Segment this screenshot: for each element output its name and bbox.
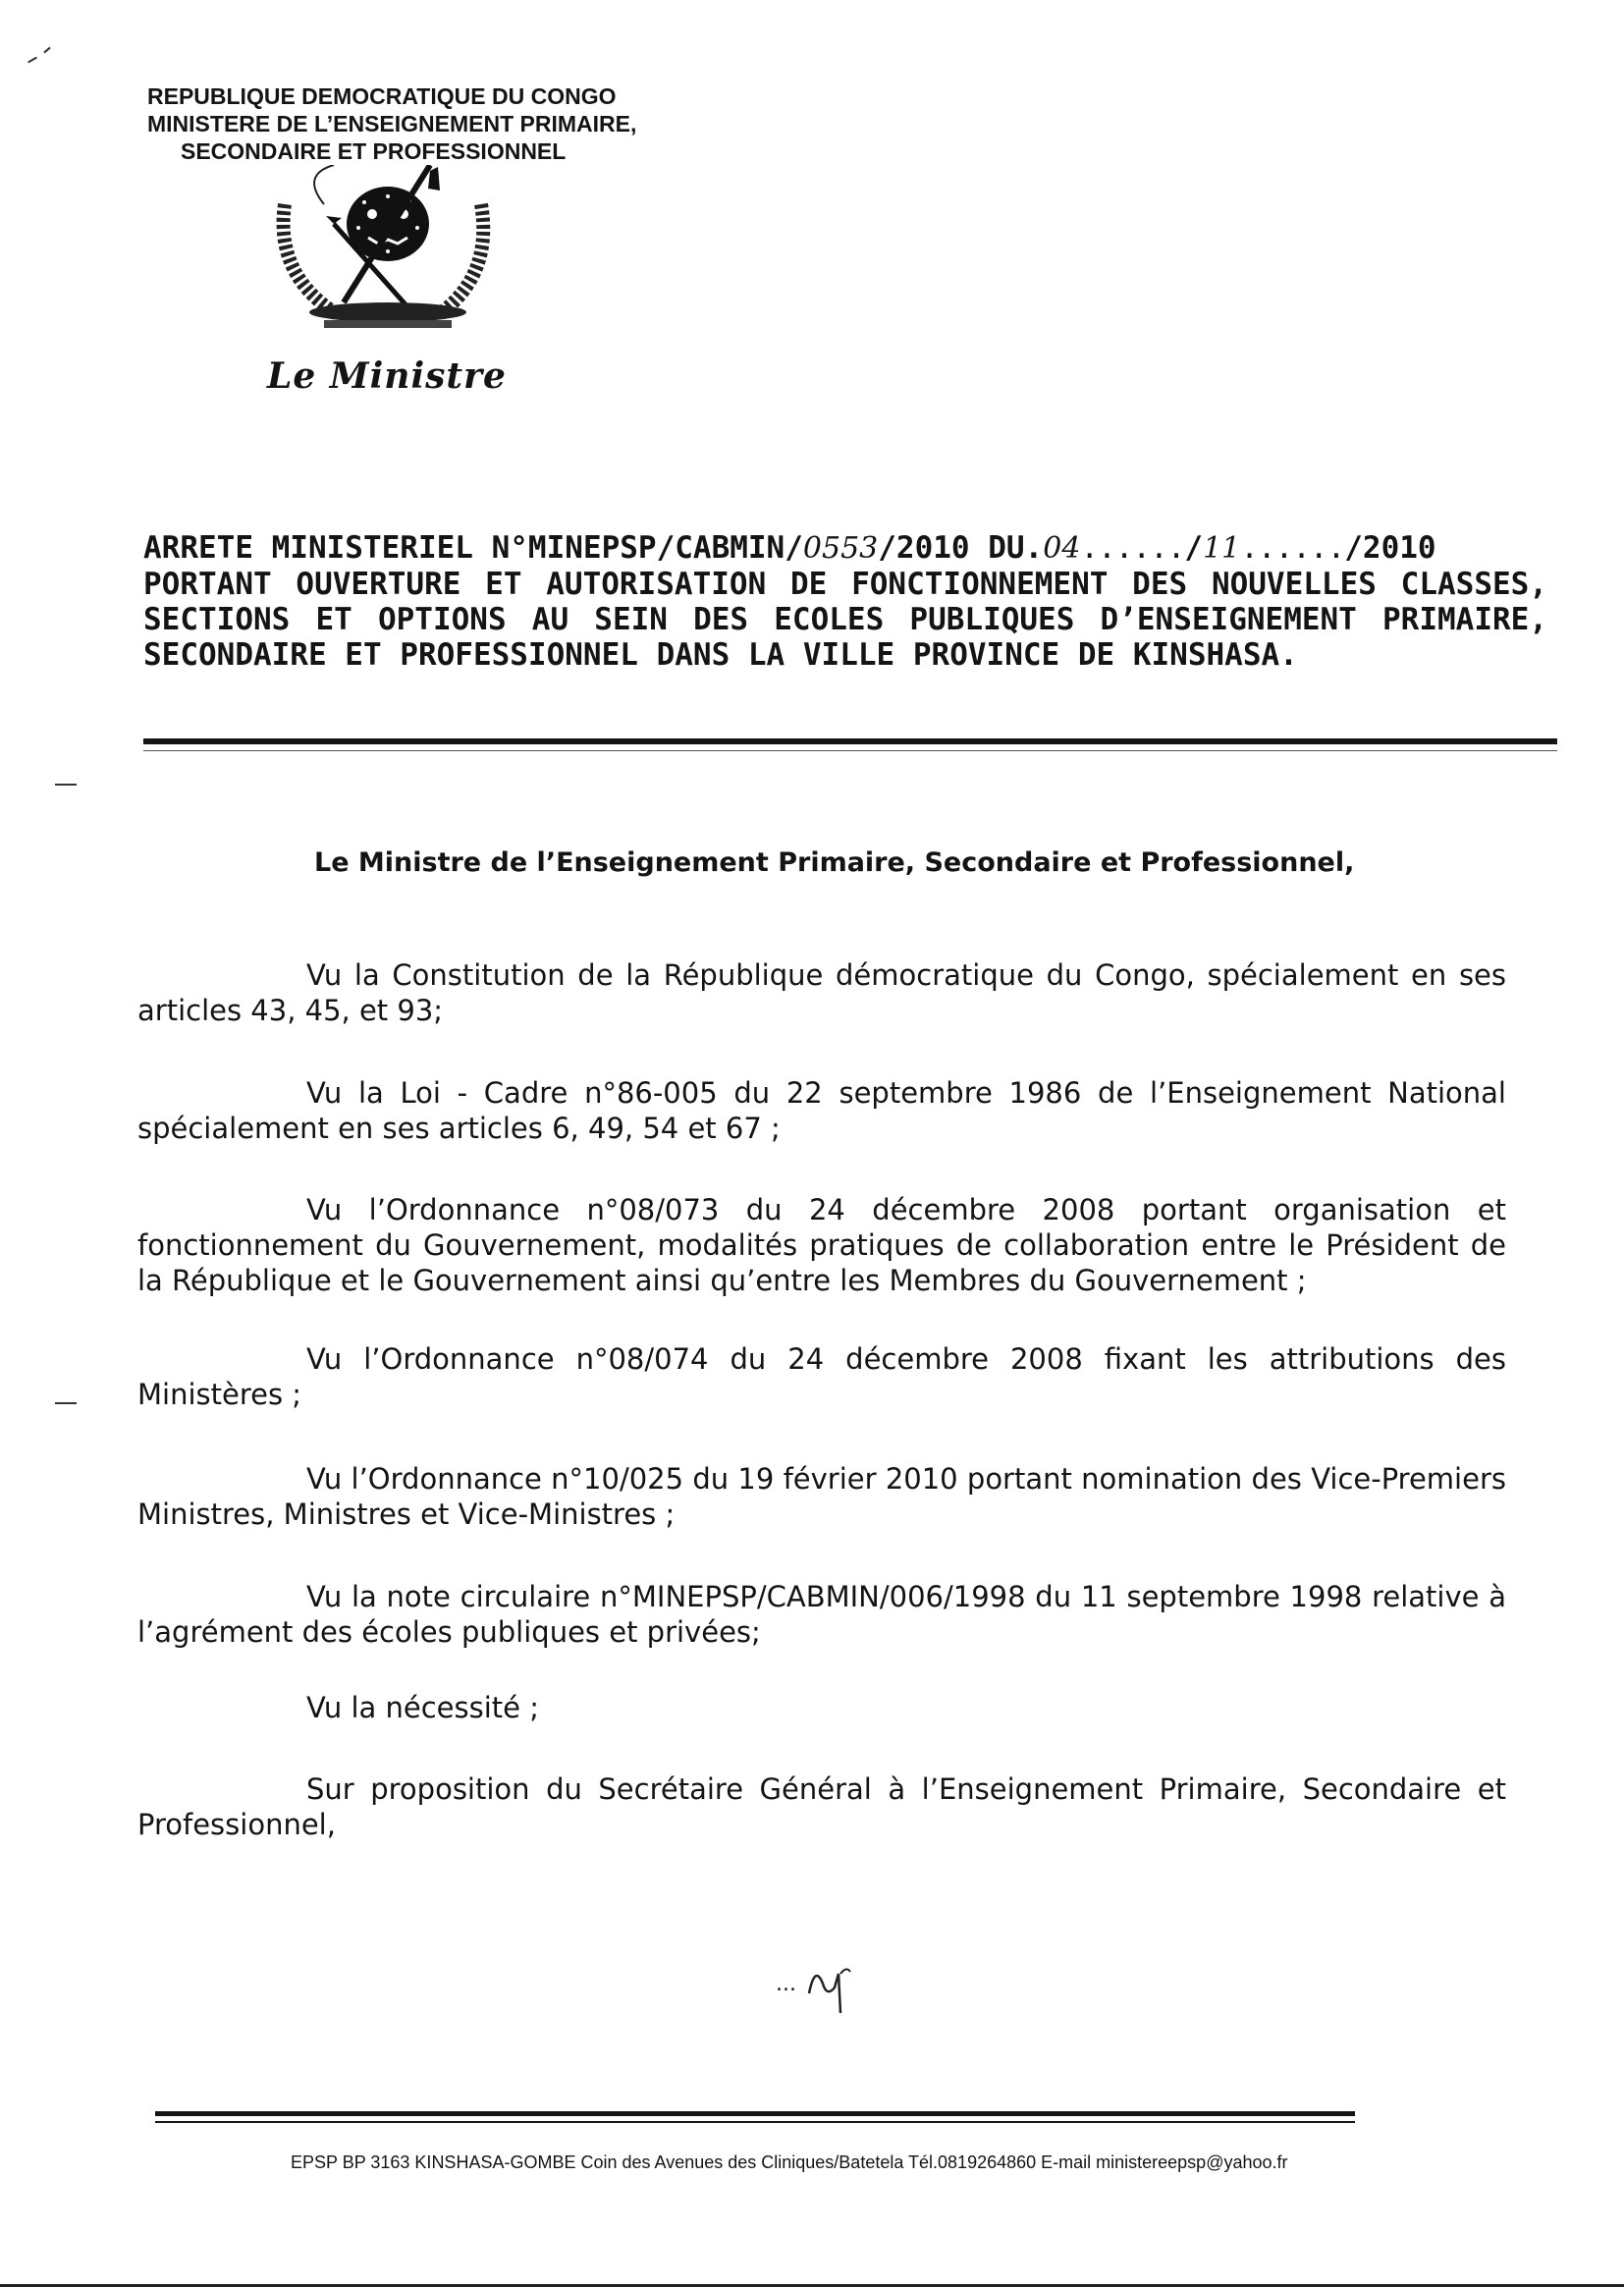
clause-ordonnance-10-025: Vu l’Ordonnance n°10/025 du 19 février 2010 portant nomination des Vice-Premiers Ministres, Ministres et Vice-Ministres ;	[137, 1462, 1506, 1531]
header-ministry-cont: SECONDAIRE ET PROFESSIONNEL	[181, 138, 567, 164]
header-ministry: MINISTERE DE L’ENSEIGNEMENT PRIMAIRE,	[147, 111, 637, 136]
title-divider	[143, 738, 1557, 744]
scan-speck	[43, 47, 50, 54]
scan-speck	[55, 784, 77, 786]
clause-loi-cadre: Vu la Loi - Cadre n°86-005 du 22 septembre 1986 de l’Enseignement National spécialement en ses articles 6, 49, 54 et 67 ;	[137, 1076, 1506, 1145]
decree-title	[143, 530, 1547, 673]
continuation-mark: ...	[776, 1954, 874, 2023]
clause-ordonnance-08-074: Vu l’Ordonnance n°08/074 du 24 décembre 2008 fixant les attributions des Ministères ;	[137, 1342, 1506, 1411]
clause-proposition: Sur proposition du Secrétaire Général à l’Enseignement Primaire, Secondaire et Professionnel,	[137, 1772, 1506, 1841]
handwritten-number: 0553	[802, 531, 879, 566]
footer-divider	[155, 2111, 1355, 2116]
header-republic: REPUBLIQUE DEMOCRATIQUE DU CONGO	[147, 83, 617, 109]
clause-ordonnance-08-073: Vu l’Ordonnance n°08/073 du 24 décembre 2008 portant organisation et fonctionnement du Gouvernement, modalités pratiques de collaboration entre le Président de la République et le Gouvernement ainsi qu’entre les Membres du Gouvernement ;	[137, 1193, 1506, 1297]
preamble: Le Ministre de l’Enseignement Primaire, Secondaire et Professionnel,	[314, 847, 1355, 878]
decree-number-line: ARRETE MINISTERIEL N°MINEPSP/CABMIN/0553/2010 DU.04....../11....../2010	[143, 530, 1436, 566]
decree-subject: PORTANT OUVERTURE ET AUTORISATION DE FONCTIONNEMENT DES NOUVELLES CLASSES, SECTIONS ET OPTIONS AU SEIN DES ECOLES PUBLIQUES D’ENSEIGNEMENT PRIMAIRE, SECONDAIRE ET PROFESSIONNEL DANS LA VILLE PROVINCE DE KINSHASA.	[143, 567, 1547, 673]
handwritten-day: 04	[1043, 531, 1081, 566]
clause-note-circulaire: Vu la note circulaire n°MINEPSP/CABMIN/006/1998 du 11 septembre 1998 relative à l’agrément des écoles publiques et privées;	[137, 1580, 1506, 1649]
footer-contact: EPSP BP 3163 KINSHASA-GOMBE Coin des Avenues des Cliniques/Batetela Tél.0819264860 E-mail ministereepsp@yahoo.fr	[291, 2152, 1288, 2172]
footer-divider-thin	[155, 2121, 1355, 2123]
handwritten-month: 11	[1203, 531, 1241, 566]
title-divider-thin	[143, 750, 1557, 751]
congo-coat-of-arms-icon	[265, 165, 511, 361]
clause-constitution: Vu la Constitution de la République démocratique du Congo, spécialement en ses articles 43, 45, et 93;	[137, 958, 1506, 1027]
clause-necessite: Vu la nécessité ;	[306, 1691, 539, 1724]
minister-signature-label: Le Ministre	[267, 355, 507, 397]
scan-speck	[27, 57, 37, 64]
scan-speck	[55, 1402, 77, 1404]
